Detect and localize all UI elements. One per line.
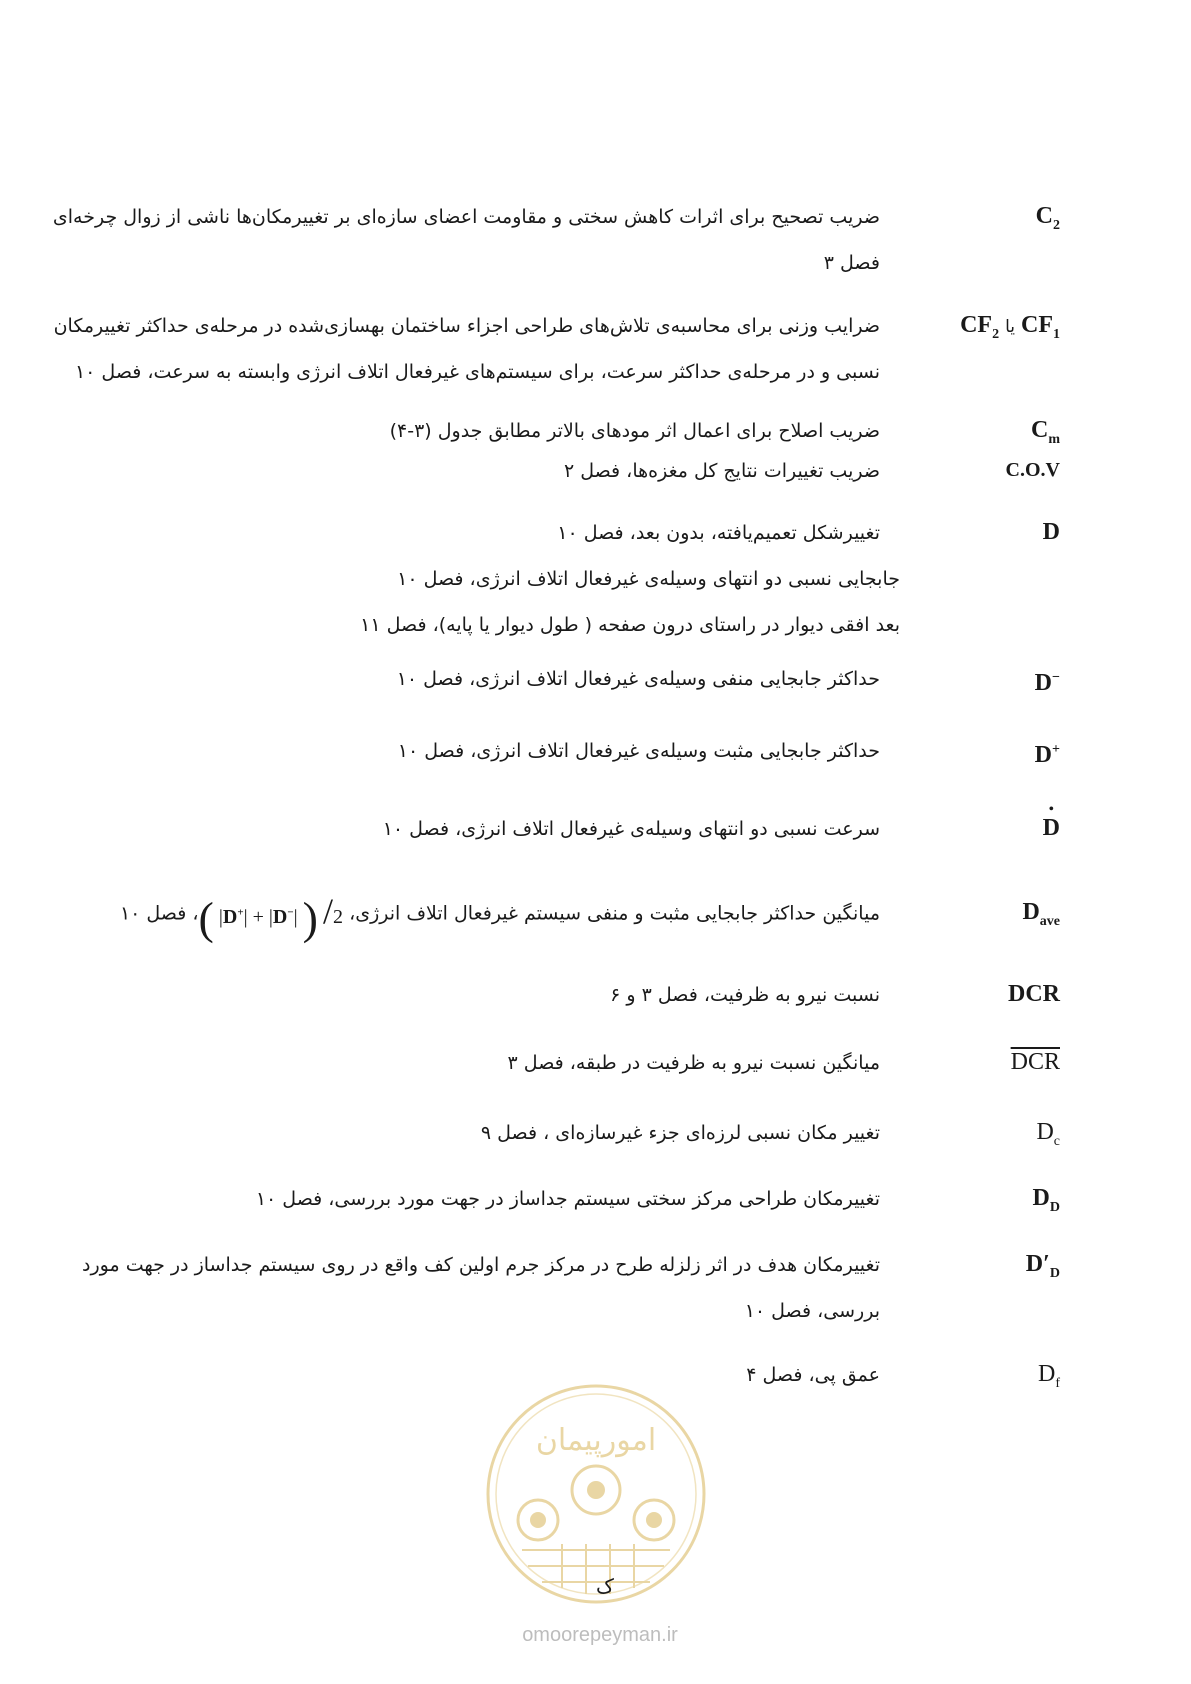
symbol-d-ave: $D_{ave}$ xyxy=(1022,899,1060,929)
description: تغییرشکل تعمیم‌یافته، بدون بعد، فصل ۱۰ جابجایی نسبی دو انتهای وسیله‌ی غیرفعال اتلاف انرژی، فصل ۱۰ بعد افقی دیوار در راستای درون صفحه ( طول دیوار یا پایه)، فصل ۱۱ xyxy=(360,522,900,636)
symbol-cov: C.O.V xyxy=(1005,459,1060,481)
symbol-cf: $CF_2$ یا $CF_1$ xyxy=(960,312,1060,342)
symbol-d-plus: D+ xyxy=(1034,742,1060,768)
description: حداکثر جابجایی منفی وسیله‌ی غیرفعال اتلاف انرژی، فصل ۱۰ xyxy=(396,668,880,690)
watermark-logo-text: امورپیمان xyxy=(535,1423,657,1458)
symbol-d-dot: • D xyxy=(940,812,1060,844)
entry-d xyxy=(100,516,1060,656)
watermark-url: omoorepeyman.ir xyxy=(522,1624,678,1646)
symbol-dd: $D_D$ xyxy=(1032,1185,1060,1215)
description: میانگین نسبت نیرو به ظرفیت در طبقه، فصل ۳ xyxy=(507,1052,880,1074)
description: ضریب تصحیح برای اثرات کاهش سختی و مقاومت اعضای سازه‌ای بر تغییرمکان‌ها ناشی از زوال چرخه‌ای فصل ۳ xyxy=(52,206,880,274)
entry-dcr xyxy=(100,978,1060,1018)
description: تغییرمکان هدف در اثر زلزله طرح در مرکز جرم اولین کف واقع در روی سیستم جداساز در جهت مورد بررسی، فصل ۱۰ xyxy=(82,1254,880,1322)
entry-d-minus xyxy=(100,662,1060,702)
description: ضرایب وزنی برای محاسبه‌ی تلاش‌های طراحی اجزاء ساختمان بهسازی‌شده در مرحله‌ی حداکثر تغییرمکان نسبی و در مرحله‌ی حداکثر سرعت، برای سیستم‌های غیرفعال اتلاف انرژی وابسته به سرعت، فصل ۱۰ xyxy=(53,315,880,383)
symbol-c2: $C_2$ xyxy=(1035,203,1060,233)
symbol-cm: $C_m$ xyxy=(1030,417,1060,447)
symbol-d-minus: D− xyxy=(1034,670,1060,696)
description: سرعت نسبی دو انتهای وسیله‌ی غیرفعال اتلاف انرژی، فصل ۱۰ xyxy=(382,818,880,840)
entry-cf xyxy=(53,309,1060,399)
entry-dc xyxy=(100,1116,1060,1156)
average-formula: ( |D+| + |D−| ) /2 xyxy=(198,891,344,944)
entry-d-prime-d xyxy=(82,1248,1060,1338)
description: عمق پی، فصل ۴ xyxy=(746,1364,880,1386)
page-number: ک xyxy=(596,1574,614,1598)
description: نسبت نیرو به ظرفیت، فصل ۳ و ۶ xyxy=(610,984,880,1006)
description: ضریب تغییرات نتایج کل مغزه‌ها، فصل ۲ xyxy=(563,460,880,482)
entry-dcr-bar xyxy=(100,1046,1060,1086)
entry-d-dot xyxy=(100,812,1060,852)
description: حداکثر جابجایی مثبت وسیله‌ی غیرفعال اتلاف انرژی، فصل ۱۰ xyxy=(397,740,880,762)
symbol-dcr: DCR xyxy=(1008,981,1060,1007)
description: تغییر مکان نسبی لرزه‌ای جزء غیرسازه‌ای ، فصل ۹ xyxy=(480,1122,880,1144)
description: تغییرمکان طراحی مرکز سختی سیستم جداساز در جهت مورد بررسی، فصل ۱۰ xyxy=(255,1188,880,1210)
symbol-d: D xyxy=(1042,519,1060,545)
symbol-dc: $D_c$ xyxy=(1036,1119,1060,1149)
symbol-dcr-bar: $\overline{DCR}$ xyxy=(1010,1049,1060,1075)
description: ضریب اصلاح برای اعمال اثر مودهای بالاتر مطابق جدول (۳-۴) xyxy=(389,420,880,442)
entry-c2 xyxy=(52,200,1060,290)
entry-cov xyxy=(100,454,1060,494)
symbol-d-prime-d: $D'_D$ xyxy=(1025,1251,1060,1281)
symbol-df: $D_f$ xyxy=(1037,1361,1060,1391)
description: میانگین حداکثر جابجایی مثبت و منفی سیستم غیرفعال اتلاف انرژی، ( |D+| + |D−| ) /2، فصل ۱۰ xyxy=(120,888,880,940)
entry-dd xyxy=(100,1182,1060,1222)
entry-d-ave xyxy=(100,890,1060,944)
entry-d-plus xyxy=(100,734,1060,774)
